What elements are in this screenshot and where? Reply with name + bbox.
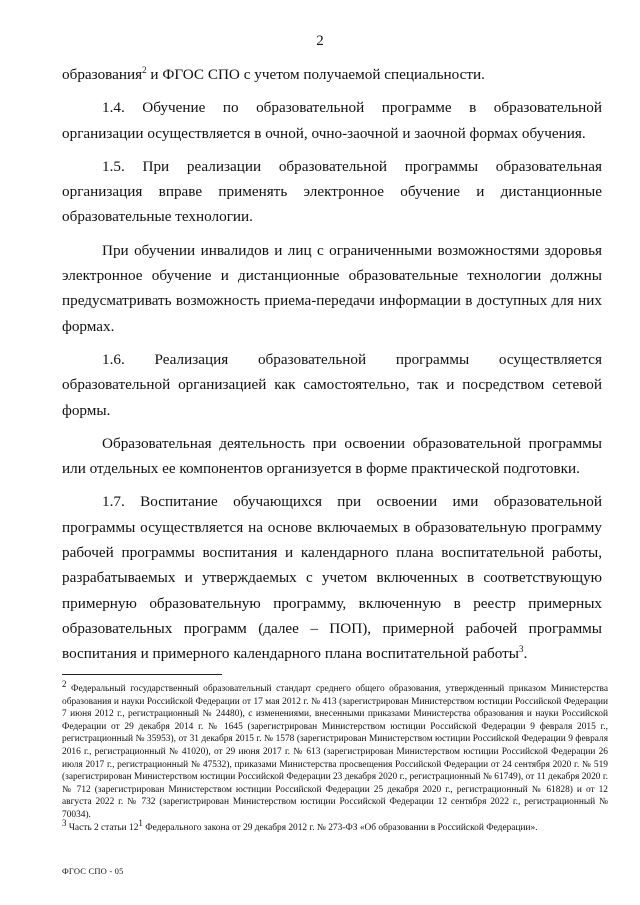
footnote-mark: 2 [62, 678, 67, 689]
body-text [62, 62, 602, 667]
paragraph-text: образования [62, 66, 143, 83]
footnotes [62, 678, 608, 834]
page-number: 2 [316, 33, 324, 49]
footnote-text-after: Федерального закона от 29 декабря 2012 г. № 273-ФЗ «Об образовании в Российской Федерации». [142, 822, 538, 833]
footnote-2 [62, 678, 608, 822]
paragraph-1-6: 1.6. Реализация образовательной программы осуществляется образовательной организацией как самостоятельно, так и посредством сетевой формы. [62, 350, 602, 419]
paragraph-disabilities: При обучении инвалидов и лиц с ограниченными возможностями здоровья электронное обучение и дистанционные образовательные технологии должны предусматривать возможность приема-передачи информации в доступных для них формах. [62, 241, 602, 335]
paragraph-continuation [62, 62, 602, 87]
paragraph-practical-training: Образовательная деятельность при освоении образовательной программы или отдельных ее компонентов организуется в форме практической подготовки. [62, 434, 602, 478]
footnote-text: Часть 2 статьи 12 [66, 822, 139, 833]
paragraph-1-7 [62, 489, 602, 666]
paragraph-text-after: . [523, 645, 528, 663]
paragraph-1-5: 1.5. При реализации образовательной программы образовательная организация вправе применять электронное обучение и дистанционные образовательные технологии. [62, 157, 602, 226]
footnote-text: Федеральный государственный образовательный стандарт среднего общего образования, утвержденный приказом Министерства образования и науки Российской Федерации от 17 мая 2012 г. № 413 (зарегистрирован Министерством юстиции Российской Федерации 7 июня 2012 г., регистрационный № 24480), с изменениями, внесенными приказами Министерства образования и науки Российской Федерации от 29 декабря 2014 г. № 1645 (зарегистрирован Министерством юстиции Российской Федерации 9 февраля 2015 г., регистрационный № 35953), от 31 декабря 2015 г. № 1578 (зарегистрирован Министерством юстиции Российской Федерации 9 февраля 2016 г., регистрационный № 41020), от 29 июня 2017 г. № 613 (зарегистрирован Министерством юстиции Российской Федерации 26 июля 2017 г., регистрационный № 47532), приказами Министерства просвещения Российской Федерации от 24 сентября 2020 г. № 519 (зарегистрирован Министерством юстиции Российской Федерации 23 декабря 2020 г., регистрационный № 61749), от 11 декабря 2020 г. № 712 (зарегистрирован Министерством юстиции Российской Федерации 25 декабря 2020 г., регистрационный № 61828) и от 12 августа 2022 г. № 732 (зарегистрирован Министерством юстиции Российской Федерации 12 сентября 2022 г., регистрационный № 70034). [62, 684, 608, 820]
footnote-ref: 2 [142, 64, 147, 75]
paragraph-text: 1.7. Воспитание обучающихся при освоении ими образовательной программы осуществляется на основе включаемых в образовательную программу рабочей программы воспитания и календарного плана воспитательной работы, разрабатываемых и утверждаемых с учетом включенных в соответствующую примерную образовательную программу, включенную в реестр примерных образовательных программ (далее – ПОП), примерной рабочей программы воспитания и примерного календарного плана воспитательной работы [62, 493, 602, 663]
paragraph-text-after: и ФГОС СПО с учетом получаемой специальности. [146, 66, 485, 83]
footnote-separator [62, 674, 222, 675]
footnote-mark: 3 [62, 817, 67, 828]
footnote-inline-sup: 1 [138, 817, 143, 828]
footer-code: ФГОС СПО - 05 [62, 866, 124, 876]
paragraph-1-4: 1.4. Обучение по образовательной программе в образовательной организации осуществляется в очной, очно-заочной и заочной формах обучения. [62, 99, 602, 142]
footnote-ref: 3 [518, 644, 524, 655]
footnote-3 [62, 817, 608, 835]
